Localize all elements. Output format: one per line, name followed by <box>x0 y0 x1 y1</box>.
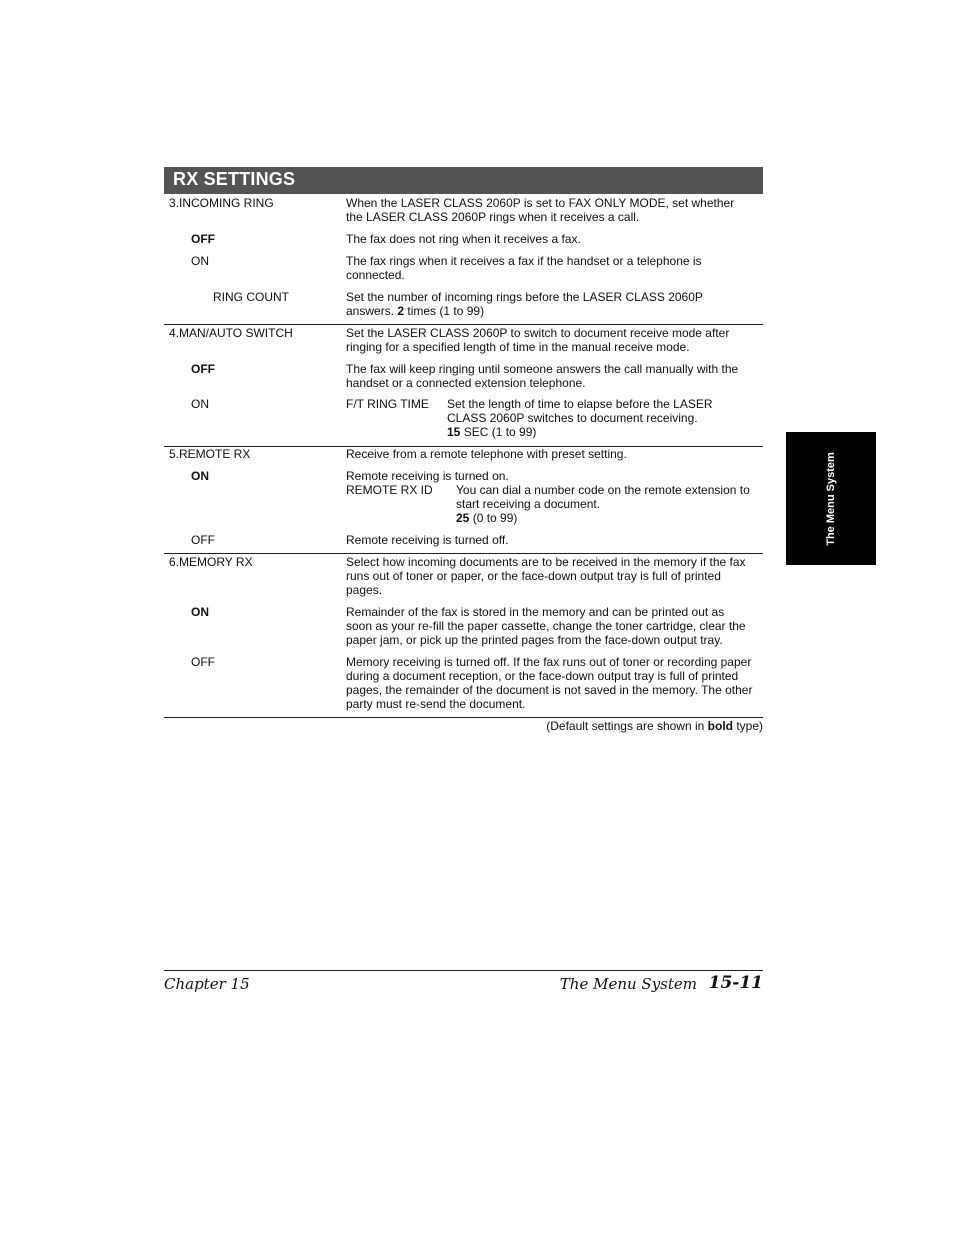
setting-desc-line: Select how incoming documents are to be received in the memory if the fax <box>346 555 746 569</box>
footer-section: The Menu System <box>559 975 697 993</box>
option-label-on: ON <box>191 397 209 411</box>
row-divider <box>164 324 763 325</box>
text-run: times (1 to 99) <box>404 304 485 318</box>
text-run: (Default settings are shown in <box>546 719 708 733</box>
sub-option-desc-line <box>447 425 536 439</box>
sub-option-label-remote-rx-id: REMOTE RX ID <box>346 483 433 497</box>
chapter-thumb-tab <box>786 432 876 565</box>
option-label-off: OFF <box>191 533 215 547</box>
option-desc-line: Remainder of the fax is stored in the memory and can be printed out as <box>346 605 725 619</box>
option-label-off: OFF <box>191 232 215 246</box>
option-desc-line: party must re-send the document. <box>346 697 526 711</box>
text-run: type) <box>732 719 763 733</box>
setting-label-incoming-ring: 3.INCOMING RING <box>169 196 274 210</box>
setting-desc-line: ringing for a specified length of time in the manual receive mode. <box>346 340 690 354</box>
thumb-tab-label: The Menu System <box>825 451 837 546</box>
setting-label-man-auto-switch: 4.MAN/AUTO SWITCH <box>169 326 293 340</box>
option-label-on: ON <box>191 469 209 483</box>
sub-option-desc-line <box>456 511 517 525</box>
option-desc-line: soon as your re-fill the paper cassette, change the toner cartridge, clear the <box>346 619 746 633</box>
default-value: 25 <box>456 511 470 525</box>
sub-option-desc-line: Set the number of incoming rings before the LASER CLASS 2060P <box>346 290 703 304</box>
footer-rule <box>164 970 763 971</box>
sub-option-label-ft-ring-time: F/T RING TIME <box>346 397 429 411</box>
option-desc-line: Memory receiving is turned off. If the fax runs out of toner or recording paper <box>346 655 752 669</box>
option-desc-line: The fax will keep ringing until someone answers the call manually with the <box>346 362 739 376</box>
option-desc-line: The fax rings when it receives a fax if the handset or a telephone is <box>346 254 702 268</box>
option-desc-line: during a document reception, or the face-down output tray is full of printed <box>346 669 739 683</box>
section-header <box>164 167 763 194</box>
setting-desc: Receive from a remote telephone with preset setting. <box>346 447 627 461</box>
setting-label-remote-rx: 5.REMOTE RX <box>169 447 251 461</box>
option-label-off: OFF <box>191 362 215 376</box>
option-desc: The fax does not ring when it receives a fax. <box>346 232 581 246</box>
setting-label-memory-rx: 6.MEMORY RX <box>169 555 253 569</box>
text-run-bold: bold <box>707 719 733 733</box>
sub-option-desc-line: start receiving a document. <box>456 497 601 511</box>
setting-desc-line: runs out of toner or paper, or the face-down output tray is full of printed <box>346 569 721 583</box>
text-run: answers. <box>346 304 398 318</box>
setting-desc-line: Set the LASER CLASS 2060P to switch to document receive mode after <box>346 326 730 340</box>
page-number: 15-11 <box>708 973 763 993</box>
sub-option-desc-line: Set the length of time to elapse before the LASER <box>447 397 713 411</box>
option-desc-line: handset or a connected extension telephone. <box>346 376 586 390</box>
option-desc: Remote receiving is turned on. <box>346 469 509 483</box>
option-desc-line: paper jam, or pick up the printed pages from the face-down output tray. <box>346 633 723 647</box>
row-divider <box>164 553 763 554</box>
text-run: (0 to 99) <box>469 511 518 525</box>
setting-desc-line: pages. <box>346 583 383 597</box>
sub-option-desc-line <box>346 304 484 318</box>
option-desc-line: pages, the remainder of the document is not saved in the memory. The other <box>346 683 753 697</box>
option-label-on: ON <box>191 254 209 268</box>
setting-desc-line: When the LASER CLASS 2060P is set to FAX ONLY MODE, set whether <box>346 196 735 210</box>
text-run: SEC (1 to 99) <box>460 425 537 439</box>
option-desc: Remote receiving is turned off. <box>346 533 509 547</box>
table-bottom-rule <box>164 717 763 718</box>
default-settings-note <box>546 719 763 733</box>
default-value: 2 <box>397 304 405 318</box>
option-label-on: ON <box>191 605 209 619</box>
sub-option-desc-line: You can dial a number code on the remote extension to <box>456 483 750 497</box>
option-label-off: OFF <box>191 655 215 669</box>
sub-option-desc-line: CLASS 2060P switches to document receiving. <box>447 411 698 425</box>
section-title: RX SETTINGS <box>173 169 296 189</box>
default-value: 15 <box>447 425 461 439</box>
sub-option-label-ring-count: RING COUNT <box>213 290 289 304</box>
setting-desc-line: the LASER CLASS 2060P rings when it receives a call. <box>346 210 640 224</box>
footer-chapter: Chapter 15 <box>164 975 250 993</box>
option-desc-line: connected. <box>346 268 405 282</box>
